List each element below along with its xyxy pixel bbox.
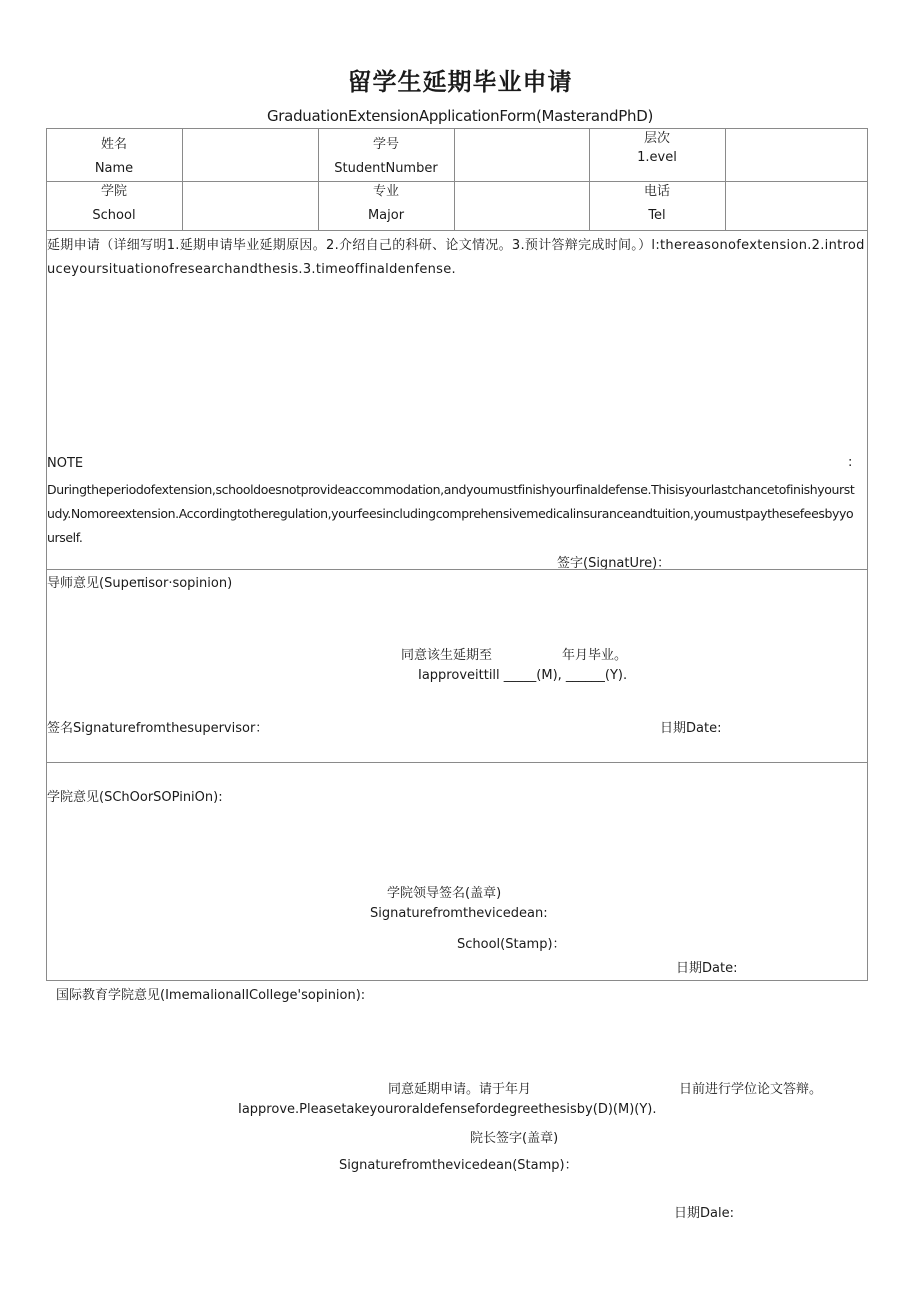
international-agree-cn-2: 日前进行学位论文答辩。	[679, 1082, 823, 1097]
school-opinion-heading: 学院意见(SChOorSOPiniOn):	[47, 790, 223, 805]
international-date-label: 日期Dale:	[674, 1206, 734, 1221]
applicant-signature-label: 签字(SignatUre)：	[557, 556, 671, 569]
level-label-en: 1.evel	[637, 150, 677, 165]
dean-signature-cn: 院长签字(盖章)	[470, 1131, 559, 1146]
school-label-cn: 学院	[100, 184, 127, 199]
major-label-cn: 专业	[372, 184, 399, 199]
major-label-en: Major	[367, 208, 405, 223]
note-label: NOTE	[47, 456, 84, 471]
school-leader-signature-cn: 学院领导签名(盖章)	[387, 886, 502, 901]
note-colon: :	[848, 455, 853, 470]
dean-signature-en: Signaturefromthevicedean(Stamp)：	[339, 1158, 578, 1173]
note-text: Duringtheperiodofextension,schooldoesnotprovideaccommodation,andyoumustfinishyourfinaldefense.Thisisyourlastchancetofinishyourstudy.Nomoreextension.Accordingtotheregulation,yourfeesincludingcomprehensivemedicalinsuranceandtuition,youmustpaythesefeesbyyourself.	[47, 482, 855, 545]
student-number-label-en: StudentNumber	[334, 161, 438, 176]
school-date-label: 日期Date:	[676, 961, 738, 976]
application-instructions: 延期申请（详细写明1.延期申请毕业延期原因。2.介绍自己的科研、论文情况。3.预计答辩完成时间。）l:thereasonofextension.2.introduceyoursituationofresearchandthesis.3.timeoffinaldenfense.	[47, 238, 865, 277]
tel-label-en: Tel	[648, 208, 666, 223]
name-label-en: Name	[94, 161, 134, 176]
supervisor-agree-cn-1: 同意该生延期至	[401, 648, 493, 663]
tel-label-cn: 电话	[643, 184, 670, 199]
supervisor-agree-en: Iapproveittill _____(M), ______(Y).	[418, 668, 628, 683]
name-label-cn: 姓名	[100, 137, 127, 152]
supervisor-signature-label: 签名Signaturefromthesupervisor：	[47, 721, 269, 736]
form-subtitle: GraduationExtensionApplicationForm(MasterandPhD)	[266, 107, 654, 125]
level-label-cn: 层次	[643, 131, 670, 146]
supervisor-opinion-heading: 导师意见(Supeπisor·sopinion)	[47, 576, 233, 591]
applicant-signature-area	[47, 540, 867, 569]
international-college-heading: 国际教育学院意见(ImemalionalICollege'sopinion):	[56, 988, 366, 1003]
school-leader-signature-en: Signaturefromthevicedean:	[370, 906, 548, 921]
supervisor-agree-cn-2: 年月毕业。	[562, 648, 628, 663]
school-stamp-label: School(Stamp)：	[457, 937, 566, 952]
supervisor-date-label: 日期Date:	[660, 721, 722, 736]
international-agree-en: Iapprove.Pleasetakeyouroraldefensefordegreethesisby(D)(M)(Y).	[238, 1102, 657, 1117]
school-label-en: School	[92, 208, 136, 223]
form-title: 留学生延期毕业申请	[347, 68, 573, 96]
international-agree-cn-1: 同意延期申请。请于年月	[388, 1082, 532, 1097]
student-number-label-cn: 学号	[372, 137, 399, 152]
